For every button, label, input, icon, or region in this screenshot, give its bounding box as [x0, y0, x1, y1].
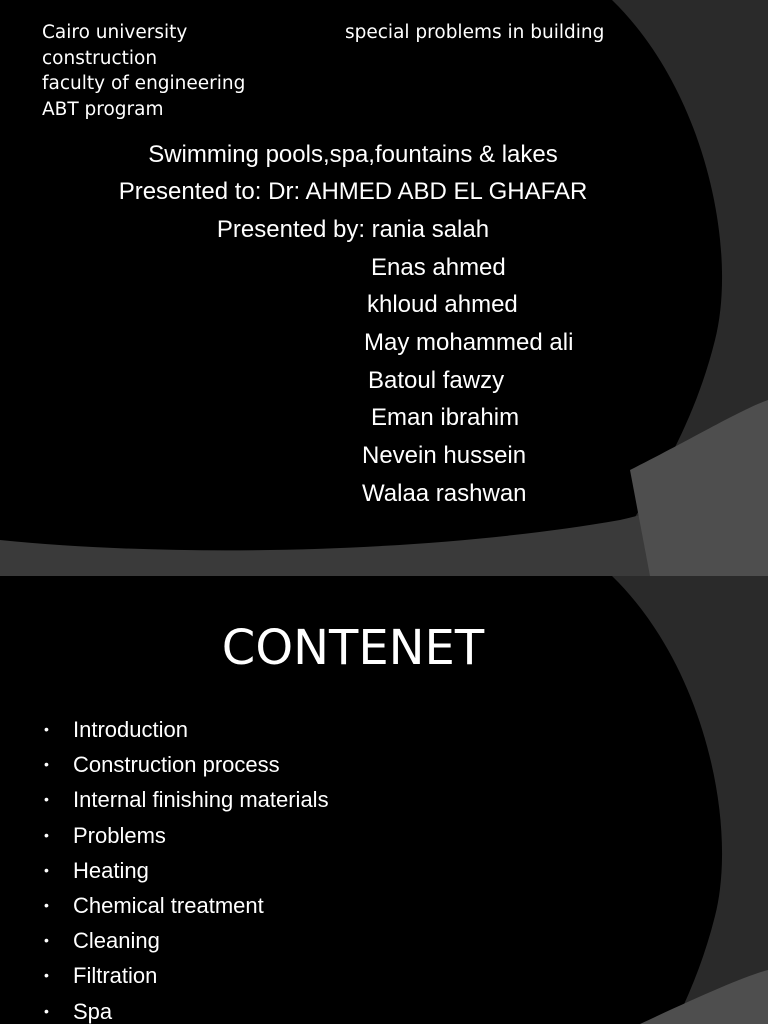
team-member: khloud ahmed — [367, 291, 518, 318]
team-member: Nevein hussein — [362, 442, 527, 469]
list-item — [44, 958, 329, 993]
list-item-label: Construction process — [73, 752, 280, 778]
bullet-icon: • — [44, 826, 49, 843]
team-member: May mohammed ali — [364, 329, 574, 356]
bullet-icon: • — [44, 756, 49, 773]
faculty-name: faculty of engineering — [42, 73, 246, 94]
list-item — [44, 853, 329, 888]
bullet-icon: • — [44, 967, 49, 984]
team-member: Enas ahmed — [371, 254, 506, 281]
institution-header — [42, 20, 245, 122]
course-name: special problems in building — [345, 22, 605, 43]
list-item — [44, 818, 329, 853]
list-item — [44, 747, 329, 782]
list-item — [44, 712, 329, 747]
presentation-topic: Swimming pools,spa,fountains & lakes — [148, 141, 558, 168]
bullet-icon: • — [44, 791, 49, 808]
list-item-label: Heating — [73, 857, 149, 883]
contents-list — [44, 712, 329, 1024]
university-name: Cairo university — [42, 22, 188, 43]
bullet-icon: • — [44, 897, 49, 914]
list-item — [44, 888, 329, 923]
list-item-label: Internal finishing materials — [73, 787, 329, 813]
department-name: construction — [42, 47, 158, 69]
list-item — [44, 994, 329, 1024]
team-member: Eman ibrahim — [371, 404, 520, 431]
list-item — [44, 782, 329, 817]
list-item-label: Chemical treatment — [73, 893, 264, 919]
list-item-label: Cleaning — [73, 928, 160, 954]
list-item-label: Problems — [73, 822, 166, 848]
list-item — [44, 923, 329, 958]
bullet-icon: • — [44, 1002, 49, 1019]
team-member: Walaa rashwan — [362, 480, 527, 507]
list-item-label: Filtration — [73, 963, 158, 989]
presented-to: Presented to: Dr: AHMED ABD EL GHAFAR — [118, 178, 588, 205]
bullet-icon: • — [44, 932, 49, 949]
presented-by: Presented by: rania salah — [216, 216, 490, 243]
program-name: ABT program — [42, 98, 164, 120]
team-member: Batoul fawzy — [368, 367, 505, 394]
list-item-label: Spa — [73, 998, 113, 1024]
bullet-icon: • — [44, 721, 49, 737]
contents-slide — [0, 576, 768, 1024]
slide-title: CONTENET — [221, 620, 485, 676]
bullet-icon: • — [44, 861, 49, 878]
list-item-label: Introduction — [73, 717, 188, 742]
